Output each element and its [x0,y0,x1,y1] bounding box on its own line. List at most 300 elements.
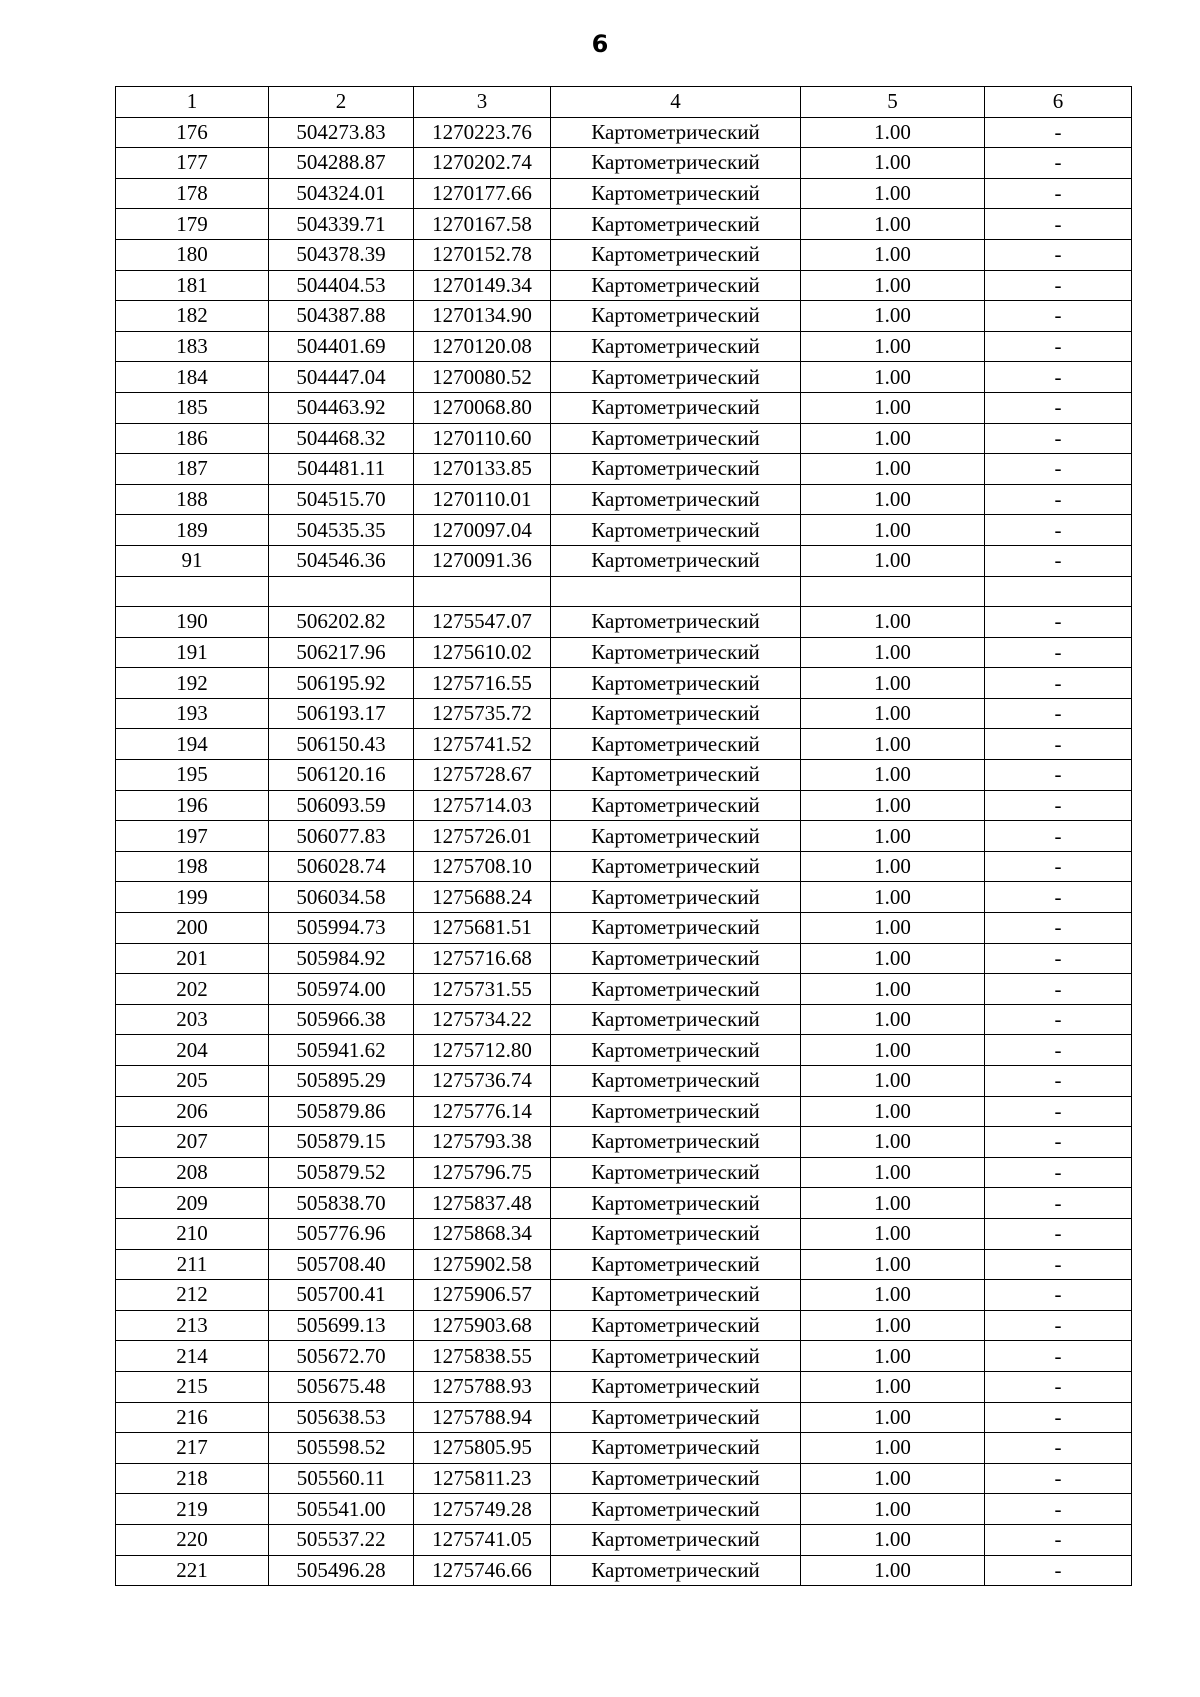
accuracy-cell: 1.00 [801,637,985,668]
y-coordinate-cell: 1275805.95 [414,1433,551,1464]
table-row [116,1494,1132,1525]
table-row [116,760,1132,791]
table-row [116,392,1132,423]
table-row [116,454,1132,485]
accuracy-cell: 1.00 [801,1127,985,1158]
accuracy-cell: 1.00 [801,943,985,974]
accuracy-cell: 1.00 [801,882,985,913]
x-coordinate-cell: 505974.00 [269,974,414,1005]
accuracy-cell: 1.00 [801,148,985,179]
y-coordinate-cell: 1275746.66 [414,1555,551,1586]
method-cell: Картометрический [551,1463,801,1494]
point-number-cell: 191 [116,637,269,668]
method-cell: Картометрический [551,239,801,270]
x-coordinate-cell: 504339.71 [269,209,414,240]
table-row [116,1004,1132,1035]
note-cell: - [985,392,1132,423]
table-row [116,423,1132,454]
accuracy-cell: 1.00 [801,178,985,209]
accuracy-cell: 1.00 [801,1004,985,1035]
note-cell: - [985,1157,1132,1188]
note-cell: - [985,668,1132,699]
x-coordinate-cell: 504481.11 [269,454,414,485]
point-number-cell: 218 [116,1463,269,1494]
y-coordinate-cell: 1270110.01 [414,484,551,515]
method-cell: Картометрический [551,1433,801,1464]
x-coordinate-cell: 505879.86 [269,1096,414,1127]
table-header [116,87,1132,118]
table-row [116,117,1132,148]
x-coordinate-cell: 505638.53 [269,1402,414,1433]
accuracy-cell: 1.00 [801,239,985,270]
note-cell: - [985,515,1132,546]
y-coordinate-cell: 1275734.22 [414,1004,551,1035]
x-coordinate-cell: 506202.82 [269,607,414,638]
y-coordinate-cell: 1275712.80 [414,1035,551,1066]
table-row [116,239,1132,270]
header-cell-col-5: 5 [801,87,985,118]
method-cell: Картометрический [551,913,801,944]
note-cell: - [985,913,1132,944]
y-coordinate-cell: 1275728.67 [414,760,551,791]
method-cell: Картометрический [551,821,801,852]
note-cell: - [985,1066,1132,1097]
note-cell: - [985,607,1132,638]
table-row [116,943,1132,974]
y-coordinate-cell: 1270167.58 [414,209,551,240]
y-coordinate-cell: 1275741.52 [414,729,551,760]
note-cell: - [985,454,1132,485]
point-number-cell: 190 [116,607,269,638]
accuracy-cell: 1.00 [801,362,985,393]
note-cell [985,576,1132,607]
x-coordinate-cell: 506150.43 [269,729,414,760]
note-cell: - [985,974,1132,1005]
accuracy-cell: 1.00 [801,1280,985,1311]
method-cell: Картометрический [551,1371,801,1402]
y-coordinate-cell: 1275547.07 [414,607,551,638]
table-row [116,1555,1132,1586]
x-coordinate-cell: 505708.40 [269,1249,414,1280]
y-coordinate-cell: 1275838.55 [414,1341,551,1372]
point-number-cell: 212 [116,1280,269,1311]
table-row [116,1157,1132,1188]
note-cell: - [985,851,1132,882]
x-coordinate-cell: 504387.88 [269,301,414,332]
method-cell: Картометрический [551,270,801,301]
table-row [116,821,1132,852]
note-cell: - [985,423,1132,454]
accuracy-cell: 1.00 [801,1524,985,1555]
table-row [116,270,1132,301]
method-cell: Картометрический [551,790,801,821]
x-coordinate-cell: 505776.96 [269,1218,414,1249]
point-number-cell: 185 [116,392,269,423]
note-cell: - [985,943,1132,974]
x-coordinate-cell: 506077.83 [269,821,414,852]
method-cell: Картометрический [551,882,801,913]
method-cell: Картометрический [551,729,801,760]
point-number-cell: 177 [116,148,269,179]
y-coordinate-cell: 1275837.48 [414,1188,551,1219]
accuracy-cell: 1.00 [801,1096,985,1127]
point-number-cell: 186 [116,423,269,454]
y-coordinate-cell: 1270097.04 [414,515,551,546]
table-row [116,668,1132,699]
header-cell-col-6: 6 [985,87,1132,118]
method-cell: Картометрический [551,851,801,882]
x-coordinate-cell: 505699.13 [269,1310,414,1341]
note-cell: - [985,1127,1132,1158]
x-coordinate-cell: 506195.92 [269,668,414,699]
point-number-cell: 221 [116,1555,269,1586]
point-number-cell: 193 [116,698,269,729]
method-cell: Картометрический [551,1096,801,1127]
y-coordinate-cell: 1275735.72 [414,698,551,729]
note-cell: - [985,148,1132,179]
point-number-cell: 179 [116,209,269,240]
table-row [116,1371,1132,1402]
y-coordinate-cell: 1275796.75 [414,1157,551,1188]
point-number-cell: 184 [116,362,269,393]
point-number-cell: 205 [116,1066,269,1097]
header-cell-col-1: 1 [116,87,269,118]
point-number-cell: 210 [116,1218,269,1249]
note-cell: - [985,637,1132,668]
point-number-cell: 180 [116,239,269,270]
point-number-cell: 207 [116,1127,269,1158]
y-coordinate-cell: 1275714.03 [414,790,551,821]
accuracy-cell: 1.00 [801,1188,985,1219]
method-cell: Картометрический [551,698,801,729]
note-cell: - [985,362,1132,393]
method-cell: Картометрический [551,607,801,638]
point-number-cell: 213 [116,1310,269,1341]
table-row [116,331,1132,362]
note-cell: - [985,1280,1132,1311]
note-cell: - [985,698,1132,729]
y-coordinate-cell: 1275788.94 [414,1402,551,1433]
table-row [116,545,1132,576]
point-number-cell: 217 [116,1433,269,1464]
y-coordinate-cell: 1275749.28 [414,1494,551,1525]
accuracy-cell: 1.00 [801,1555,985,1586]
x-coordinate-cell: 505941.62 [269,1035,414,1066]
accuracy-cell: 1.00 [801,1218,985,1249]
accuracy-cell: 1.00 [801,760,985,791]
table-row [116,1035,1132,1066]
point-number-cell: 197 [116,821,269,852]
method-cell: Картометрический [551,362,801,393]
point-number-cell: 215 [116,1371,269,1402]
x-coordinate-cell: 505984.92 [269,943,414,974]
header-cell-col-4: 4 [551,87,801,118]
point-number-cell: 187 [116,454,269,485]
y-coordinate-cell: 1275716.55 [414,668,551,699]
x-coordinate-cell: 506028.74 [269,851,414,882]
accuracy-cell: 1.00 [801,790,985,821]
table-row [116,1433,1132,1464]
page-number: 6 [591,30,609,58]
accuracy-cell: 1.00 [801,484,985,515]
y-coordinate-cell: 1275906.57 [414,1280,551,1311]
accuracy-cell: 1.00 [801,1463,985,1494]
method-cell: Картометрический [551,1035,801,1066]
x-coordinate-cell: 504463.92 [269,392,414,423]
y-coordinate-cell: 1270133.85 [414,454,551,485]
x-coordinate-cell: 504378.39 [269,239,414,270]
x-coordinate-cell: 504401.69 [269,331,414,362]
y-coordinate-cell: 1275788.93 [414,1371,551,1402]
table-row [116,515,1132,546]
method-cell: Картометрический [551,1066,801,1097]
accuracy-cell: 1.00 [801,117,985,148]
method-cell: Картометрический [551,974,801,1005]
point-number-cell: 183 [116,331,269,362]
accuracy-cell: 1.00 [801,851,985,882]
y-coordinate-cell: 1275731.55 [414,974,551,1005]
table-row [116,1463,1132,1494]
point-number-cell: 195 [116,760,269,791]
method-cell: Картометрический [551,454,801,485]
method-cell: Картометрический [551,1004,801,1035]
point-number-cell: 214 [116,1341,269,1372]
note-cell: - [985,1463,1132,1494]
table-body [116,117,1132,1586]
note-cell: - [985,331,1132,362]
point-number-cell: 198 [116,851,269,882]
x-coordinate-cell: 505675.48 [269,1371,414,1402]
y-coordinate-cell: 1270080.52 [414,362,551,393]
note-cell: - [985,729,1132,760]
y-coordinate-cell: 1275868.34 [414,1218,551,1249]
method-cell: Картометрический [551,117,801,148]
method-cell: Картометрический [551,943,801,974]
point-number-cell: 188 [116,484,269,515]
y-coordinate-cell: 1275726.01 [414,821,551,852]
accuracy-cell: 1.00 [801,392,985,423]
x-coordinate-cell: 505994.73 [269,913,414,944]
method-cell: Картометрический [551,668,801,699]
x-coordinate-cell: 506120.16 [269,760,414,791]
note-cell: - [985,1249,1132,1280]
x-coordinate-cell: 505672.70 [269,1341,414,1372]
note-cell: - [985,1433,1132,1464]
point-number-cell: 196 [116,790,269,821]
method-cell: Картометрический [551,1341,801,1372]
table-row [116,1310,1132,1341]
table-row [116,729,1132,760]
x-coordinate-cell: 506193.17 [269,698,414,729]
accuracy-cell: 1.00 [801,729,985,760]
method-cell: Картометрический [551,484,801,515]
method-cell: Картометрический [551,1494,801,1525]
y-coordinate-cell: 1270202.74 [414,148,551,179]
table-row [116,148,1132,179]
point-number-cell: 199 [116,882,269,913]
point-number-cell: 194 [116,729,269,760]
table-row [116,974,1132,1005]
accuracy-cell: 1.00 [801,515,985,546]
accuracy-cell: 1.00 [801,1494,985,1525]
y-coordinate-cell: 1270223.76 [414,117,551,148]
note-cell: - [985,239,1132,270]
note-cell: - [985,1310,1132,1341]
spacer-row [116,576,1132,607]
point-number-cell: 204 [116,1035,269,1066]
point-number-cell: 181 [116,270,269,301]
x-coordinate-cell: 505541.00 [269,1494,414,1525]
method-cell: Картометрический [551,331,801,362]
accuracy-cell: 1.00 [801,913,985,944]
method-cell: Картометрический [551,423,801,454]
y-coordinate-cell: 1275793.38 [414,1127,551,1158]
x-coordinate-cell: 505838.70 [269,1188,414,1219]
x-coordinate-cell: 504324.01 [269,178,414,209]
x-coordinate-cell: 504468.32 [269,423,414,454]
table-row [116,1341,1132,1372]
header-row [116,87,1132,118]
y-coordinate-cell: 1270120.08 [414,331,551,362]
table-row [116,362,1132,393]
method-cell: Картометрический [551,1402,801,1433]
note-cell: - [985,1035,1132,1066]
accuracy-cell: 1.00 [801,1402,985,1433]
method-cell: Картометрический [551,1249,801,1280]
table-row [116,1066,1132,1097]
point-number-cell: 200 [116,913,269,944]
accuracy-cell: 1.00 [801,1341,985,1372]
method-cell: Картометрический [551,1127,801,1158]
note-cell: - [985,1341,1132,1372]
point-number-cell: 209 [116,1188,269,1219]
note-cell: - [985,1494,1132,1525]
table-row [116,301,1132,332]
method-cell: Картометрический [551,1188,801,1219]
x-coordinate-cell: 505879.15 [269,1127,414,1158]
header-cell-col-3: 3 [414,87,551,118]
note-cell: - [985,1188,1132,1219]
point-number-cell: 201 [116,943,269,974]
method-cell: Картометрический [551,301,801,332]
table-row [116,607,1132,638]
table-row [116,209,1132,240]
note-cell: - [985,270,1132,301]
point-number-cell: 206 [116,1096,269,1127]
method-cell: Картометрический [551,148,801,179]
header-cell-col-2: 2 [269,87,414,118]
y-coordinate-cell: 1275776.14 [414,1096,551,1127]
x-coordinate-cell: 506217.96 [269,637,414,668]
point-number-cell: 203 [116,1004,269,1035]
method-cell: Картометрический [551,1310,801,1341]
method-cell: Картометрический [551,1280,801,1311]
accuracy-cell: 1.00 [801,270,985,301]
y-coordinate-cell: 1270177.66 [414,178,551,209]
x-coordinate-cell: 506034.58 [269,882,414,913]
method-cell: Картометрический [551,545,801,576]
y-coordinate-cell: 1275708.10 [414,851,551,882]
accuracy-cell: 1.00 [801,209,985,240]
method-cell: Картометрический [551,1218,801,1249]
table-row [116,1524,1132,1555]
accuracy-cell: 1.00 [801,1249,985,1280]
y-coordinate-cell: 1275811.23 [414,1463,551,1494]
method-cell: Картометрический [551,637,801,668]
accuracy-cell: 1.00 [801,607,985,638]
accuracy-cell: 1.00 [801,454,985,485]
accuracy-cell: 1.00 [801,331,985,362]
table-row [116,178,1132,209]
accuracy-cell: 1.00 [801,821,985,852]
accuracy-cell: 1.00 [801,1310,985,1341]
y-coordinate-cell: 1275902.58 [414,1249,551,1280]
accuracy-cell: 1.00 [801,974,985,1005]
y-coordinate-cell: 1275681.51 [414,913,551,944]
point-number-cell: 189 [116,515,269,546]
note-cell: - [985,1004,1132,1035]
x-coordinate-cell: 505598.52 [269,1433,414,1464]
point-number-cell: 182 [116,301,269,332]
table-row [116,698,1132,729]
accuracy-cell: 1.00 [801,698,985,729]
y-coordinate-cell [414,576,551,607]
y-coordinate-cell: 1270149.34 [414,270,551,301]
point-number-cell: 91 [116,545,269,576]
point-number-cell: 219 [116,1494,269,1525]
accuracy-cell: 1.00 [801,1035,985,1066]
note-cell: - [985,301,1132,332]
note-cell: - [985,1218,1132,1249]
x-coordinate-cell: 506093.59 [269,790,414,821]
note-cell: - [985,882,1132,913]
method-cell: Картометрический [551,760,801,791]
note-cell: - [985,1402,1132,1433]
accuracy-cell: 1.00 [801,301,985,332]
point-number-cell: 220 [116,1524,269,1555]
point-number-cell: 192 [116,668,269,699]
x-coordinate-cell [269,576,414,607]
accuracy-cell: 1.00 [801,545,985,576]
table-row [116,1096,1132,1127]
table-row [116,913,1132,944]
y-coordinate-cell: 1270134.90 [414,301,551,332]
x-coordinate-cell: 505966.38 [269,1004,414,1035]
method-cell: Картометрический [551,515,801,546]
note-cell: - [985,790,1132,821]
x-coordinate-cell: 504447.04 [269,362,414,393]
accuracy-cell: 1.00 [801,1371,985,1402]
y-coordinate-cell: 1275688.24 [414,882,551,913]
table-row [116,484,1132,515]
accuracy-cell [801,576,985,607]
y-coordinate-cell: 1275903.68 [414,1310,551,1341]
accuracy-cell: 1.00 [801,668,985,699]
x-coordinate-cell: 505537.22 [269,1524,414,1555]
note-cell: - [985,484,1132,515]
y-coordinate-cell: 1275736.74 [414,1066,551,1097]
x-coordinate-cell: 505879.52 [269,1157,414,1188]
y-coordinate-cell: 1270110.60 [414,423,551,454]
method-cell: Картометрический [551,1524,801,1555]
note-cell: - [985,545,1132,576]
point-number-cell: 202 [116,974,269,1005]
x-coordinate-cell: 505496.28 [269,1555,414,1586]
method-cell: Картометрический [551,178,801,209]
x-coordinate-cell: 504515.70 [269,484,414,515]
method-cell: Картометрический [551,1555,801,1586]
x-coordinate-cell: 504404.53 [269,270,414,301]
